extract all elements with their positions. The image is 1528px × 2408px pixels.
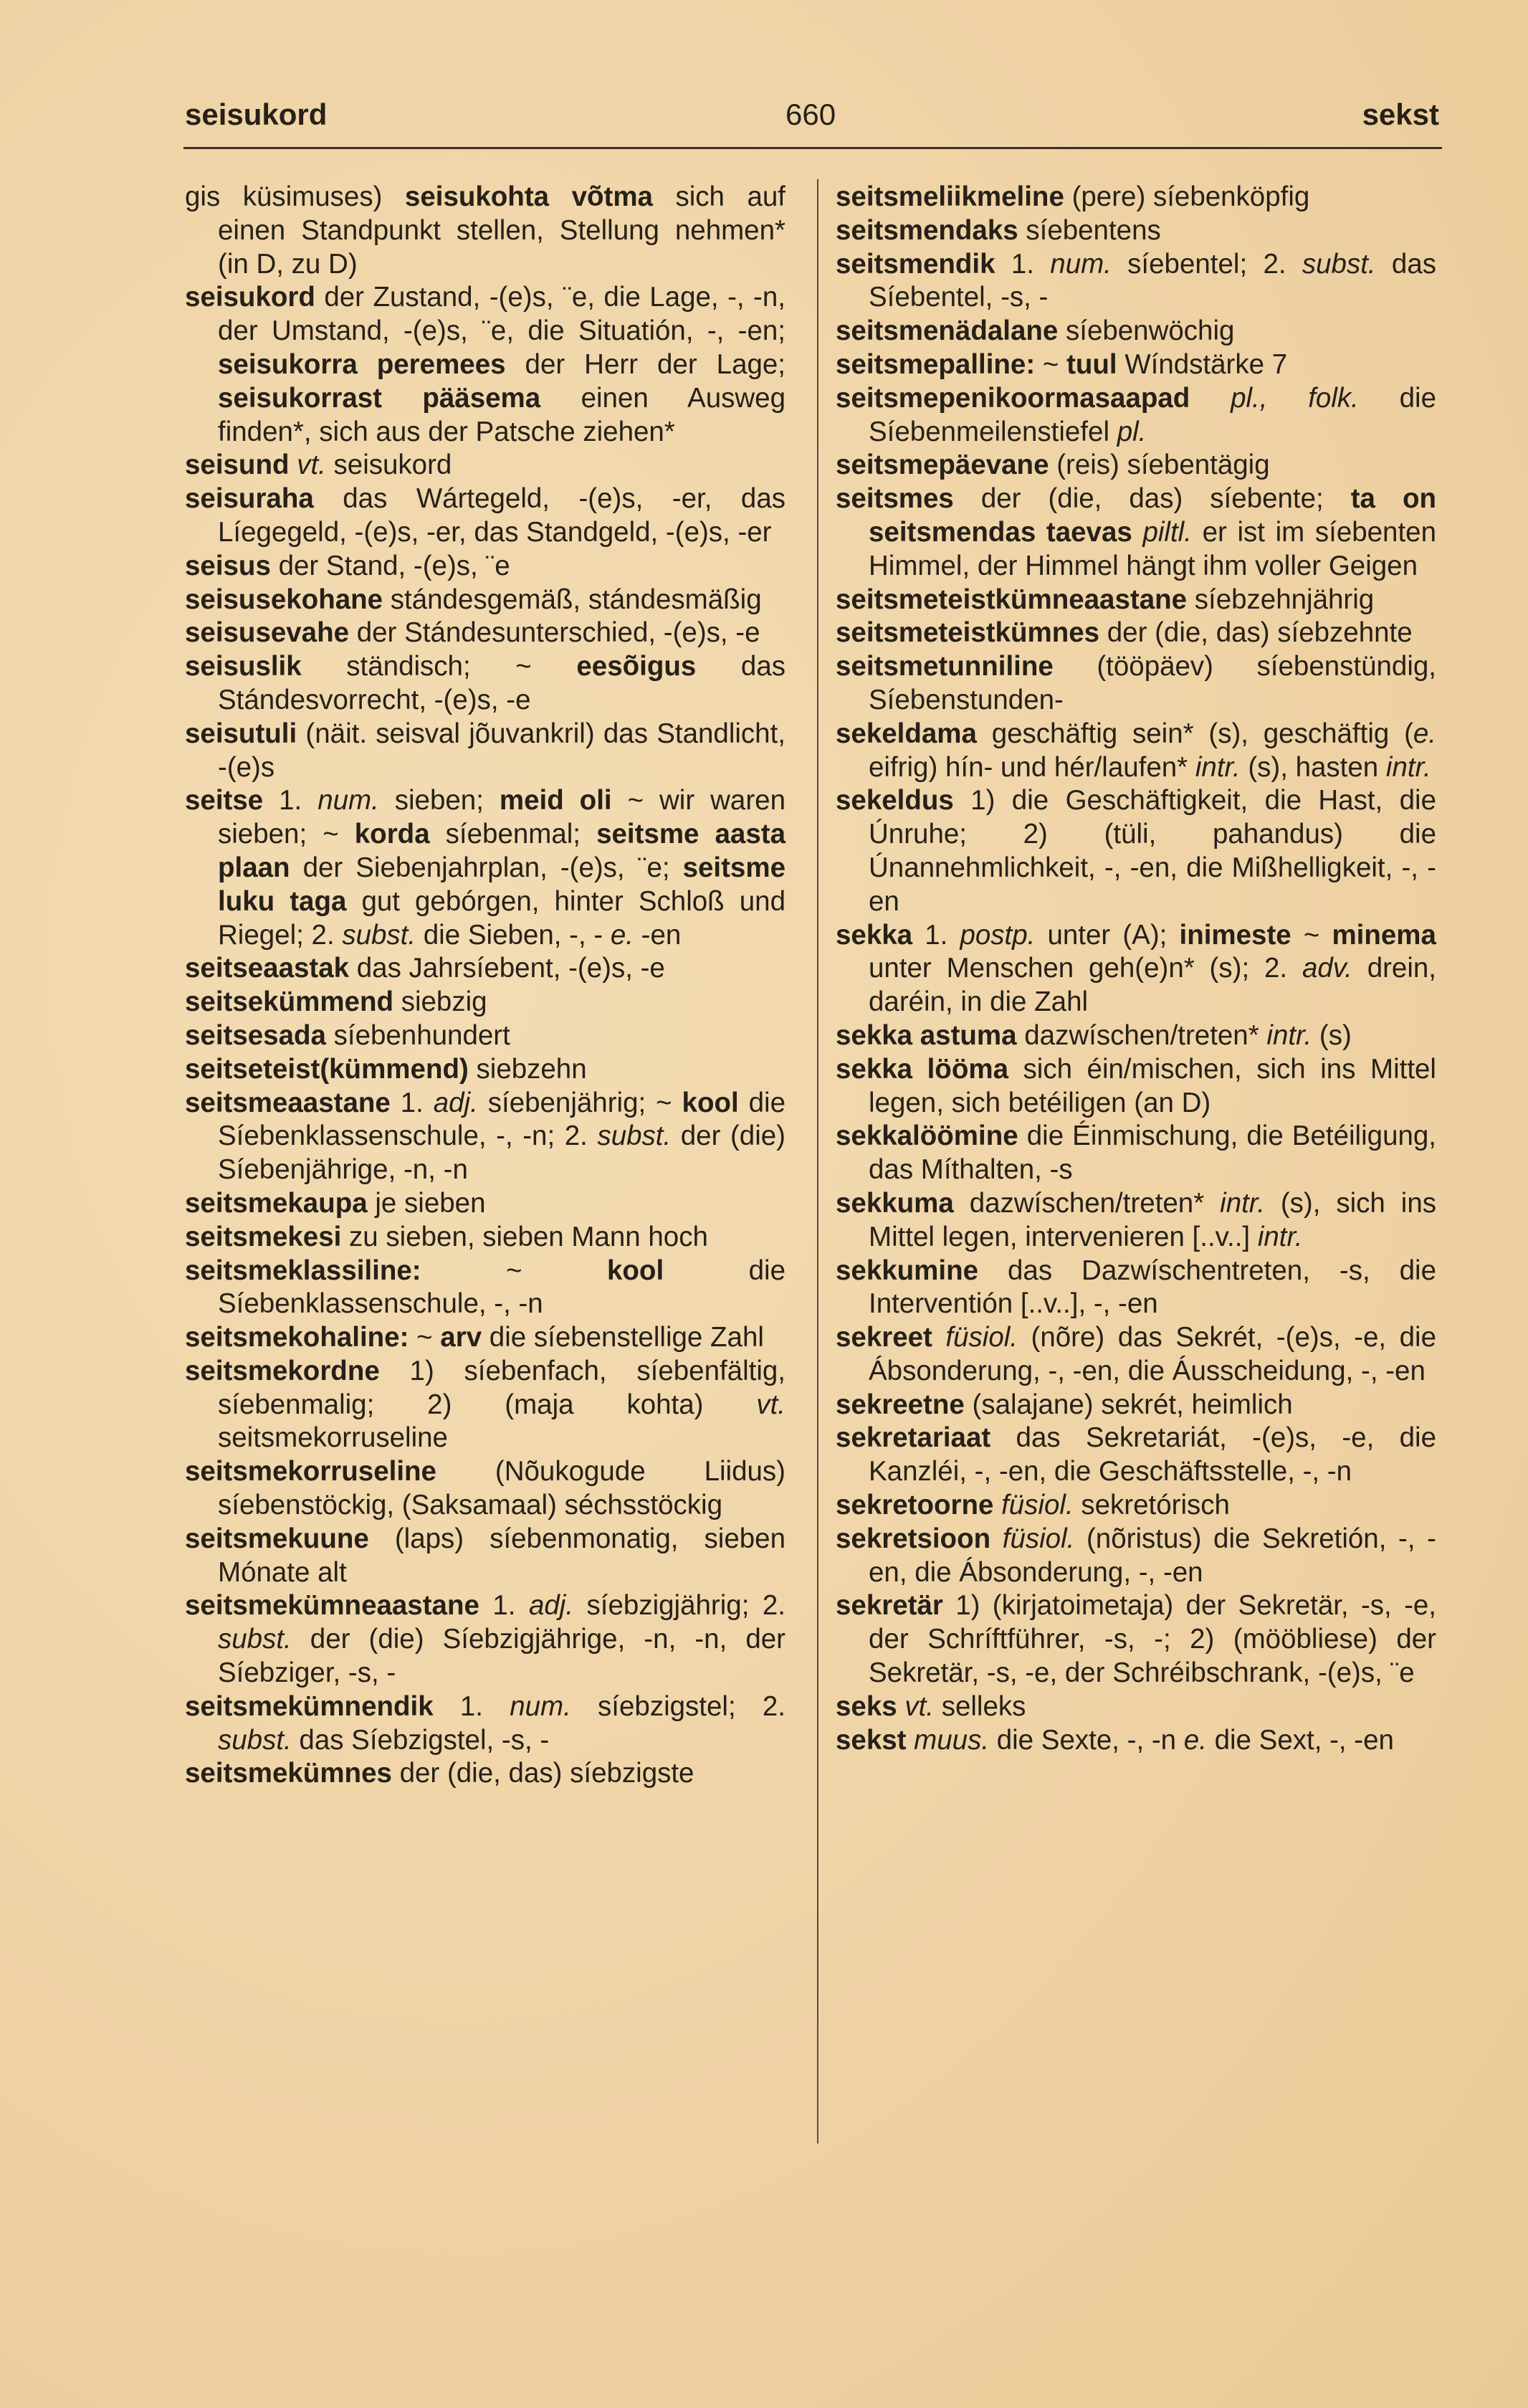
entry-headword: seitsmepenikoormasaapad <box>836 382 1190 414</box>
entry-text: einen Ausweg finden*, sich aus der Patsche ziehen* <box>218 382 786 447</box>
entry-headword: minema <box>1332 919 1436 951</box>
entry-text <box>1132 517 1143 548</box>
entry-text: sieben; <box>378 785 500 817</box>
dictionary-entry <box>836 718 1436 785</box>
entry-text: seisukord <box>325 449 452 481</box>
entry-text: 1) die Geschäftigkeit, die Hast, die Únruhe; 2) (tüli, pahandus) die Únannehmlichkeit, -, -en, die Mißhelligkeit, -, -en <box>869 785 1436 917</box>
entry-headword: seitsmeaastane <box>185 1087 391 1118</box>
entry-text: ~ <box>421 1255 607 1286</box>
entry-label: adv. <box>1302 953 1352 984</box>
entry-text: das Síebentel, -s, - <box>869 248 1436 313</box>
dictionary-entry <box>185 550 786 584</box>
entry-text: das Wártegeld, -(e)s, -er, das Líegegeld, -(e)s, -er, das Standgeld, -(e)s, -er <box>218 483 786 548</box>
entry-label: vt. <box>904 1690 935 1722</box>
dictionary-entry <box>185 718 786 785</box>
dictionary-entry <box>836 1589 1436 1690</box>
entry-headword: seisusekohane <box>185 584 383 615</box>
dictionary-entry <box>185 1087 786 1187</box>
entry-headword: eesõigus <box>576 651 697 682</box>
entry-label: pl., folk. <box>1231 382 1359 414</box>
entry-text: siebzig <box>393 986 487 1018</box>
entry-text: (näit. seisval jõuvankril) das Standlicht, -(e)s <box>218 718 786 783</box>
entry-label: num. <box>510 1690 571 1722</box>
entry-text: sekretórisch <box>1073 1490 1230 1521</box>
entry-headword: kool <box>682 1087 739 1118</box>
entry-headword: sekreet <box>836 1322 932 1353</box>
entry-headword: seisus <box>185 550 271 581</box>
entry-label: subst. <box>597 1120 672 1152</box>
dictionary-entry <box>185 584 786 617</box>
entry-text: die Sexte, -, -n <box>989 1724 1184 1756</box>
entry-headword: seisukorra peremees <box>218 348 506 380</box>
entry-text: sich éin/mischen, sich ins Mittel legen, sich betéiligen (an D) <box>869 1053 1436 1118</box>
entry-text: die Sext, -, -en <box>1206 1724 1394 1756</box>
entry-text: síebzigjährig; 2. <box>573 1590 786 1622</box>
dictionary-entry <box>836 248 1436 315</box>
entry-headword: sekretariaat <box>836 1422 991 1454</box>
entry-headword: sekkalöömine <box>836 1120 1018 1152</box>
entry-text: sich auf einen Standpunkt stellen, Stellung nehmen* (in D, zu D) <box>218 181 786 280</box>
header-rule <box>183 147 1442 149</box>
entry-text: (s) <box>1312 1019 1352 1051</box>
entry-headword: sekretoorne <box>836 1490 994 1521</box>
dictionary-entry <box>836 382 1436 449</box>
dictionary-entry <box>185 1321 786 1355</box>
dictionary-entry <box>836 348 1436 382</box>
entry-headword: seitsmekümnes <box>185 1758 392 1789</box>
entry-text: das Sekretariát, -(e)s, -e, die Kanzléi, -, -en, die Geschäftsstelle, -, -n <box>869 1422 1436 1488</box>
dictionary-entry <box>836 1489 1436 1523</box>
entry-label: intr. <box>1257 1221 1303 1252</box>
dictionary-entry <box>836 784 1436 918</box>
entry-text: der Zustand, -(e)s, ¨e, die Lage, -, -n, der Umstand, -(e)s, ¨e, die Situatión, -, -en; <box>218 282 786 347</box>
entry-text: (s), hasten <box>1240 751 1386 783</box>
entry-headword: seitsmekorruseline <box>185 1456 436 1488</box>
entry-text: ~ <box>1035 348 1067 380</box>
entry-text: die Síebenklassenschule, -, -n; 2. <box>218 1087 786 1152</box>
entry-text: der Stándesunterschied, -(e)s, -e <box>349 617 760 649</box>
entry-headword: seitsmendik <box>836 248 995 280</box>
entry-headword: sekka astuma <box>836 1019 1017 1051</box>
entry-text: das Dazwíschentreten, -s, die Interventión [..v..], -, -en <box>869 1255 1436 1320</box>
entry-text: der Stand, -(e)s, ¨e <box>270 550 510 581</box>
entry-label: e. <box>1413 718 1436 749</box>
entry-text: er ist im síebenten Himmel, der Himmel hängt ihm voller Geigen <box>869 516 1436 581</box>
entry-text: der (die, das) síebzehnte <box>1099 617 1413 649</box>
entry-headword: sekkuma <box>836 1187 954 1219</box>
entry-text: 1) síebenfach, síebenfältig, síebenmalig; 2) (maja kohta) <box>218 1355 786 1420</box>
entry-text: (tööpäev) síebenstündig, Síebenstunden- <box>869 651 1436 715</box>
entry-text: síebentel; 2. <box>1111 248 1302 280</box>
entry-label: füsiol. <box>1002 1523 1075 1554</box>
dictionary-entry <box>836 1019 1436 1053</box>
entry-headword: seisukorrast pääsema <box>218 382 541 414</box>
dictionary-entry <box>185 1757 786 1791</box>
dictionary-entry <box>185 281 786 449</box>
entry-headword: inimeste <box>1179 919 1291 951</box>
entry-text: stándesgemäß, stándesmäßig <box>383 584 762 615</box>
entry-headword: seisusevahe <box>185 617 350 649</box>
entry-headword: seitseteist(kümmend) <box>185 1053 469 1085</box>
entry-headword: seitsmekesi <box>185 1221 342 1252</box>
entry-text: selleks <box>934 1690 1026 1722</box>
entry-headword: seitsmepäevane <box>836 449 1049 481</box>
entry-label: intr. <box>1220 1187 1265 1219</box>
entry-text: (nõre) das Sekrét, -(e)s, -e, die Ábsonderung, -, -en, die Áusscheidung, -, -en <box>869 1322 1436 1386</box>
entry-label: subst. <box>342 919 416 951</box>
entry-headword: seitse <box>185 785 264 817</box>
entry-label: num. <box>317 785 379 817</box>
entry-text: 1) (kirjatoimetaja) der Sekretär, -s, -e, der Schríftführer, -s, -; 2) (mööbliese) der Sekretär, -s, -e, der Schréibschrank, -(e)s, ¨e <box>869 1590 1436 1689</box>
entry-headword: seitsmepalline: <box>836 348 1036 380</box>
dictionary-entry <box>185 952 786 986</box>
entry-text: Wíndstärke 7 <box>1117 348 1288 380</box>
dictionary-entry <box>836 482 1436 583</box>
entry-text: 1. <box>433 1690 510 1722</box>
dictionary-entry <box>836 214 1436 248</box>
entry-label: füsiol. <box>1001 1490 1074 1521</box>
entry-text: drein, daréin, in die Zahl <box>869 953 1436 1018</box>
entry-text: síebzehnjährig <box>1187 584 1375 615</box>
entry-text: das Stándesvorrecht, -(e)s, -e <box>218 651 786 715</box>
entry-text: geschäftig sein* (s), geschäftig ( <box>976 718 1413 749</box>
entry-headword: seitsmekohaline: <box>185 1322 409 1353</box>
dictionary-entry <box>185 784 786 952</box>
entry-headword: sekeldama <box>836 718 977 749</box>
column-divider <box>817 179 818 2143</box>
dictionary-entry <box>185 181 786 281</box>
dictionary-entry <box>185 1255 786 1322</box>
entry-text: síebentens <box>1018 214 1161 246</box>
entry-label: füsiol. <box>945 1322 1018 1353</box>
entry-text: dazwíschen/treten* <box>1016 1019 1267 1051</box>
entry-text <box>993 1490 1001 1521</box>
left-running-headword: seisukord <box>185 97 328 131</box>
entry-label: vt. <box>297 449 326 481</box>
entry-label: intr. <box>1266 1019 1312 1051</box>
entry-label: e. <box>610 919 634 951</box>
entry-text: 1. <box>995 248 1051 280</box>
entry-text: je sieben <box>367 1187 486 1219</box>
dictionary-entry <box>185 1589 786 1690</box>
entry-headword: meid oli <box>499 785 612 817</box>
entry-text: zu sieben, sieben Mann hoch <box>341 1221 708 1252</box>
entry-text: der (die, das) síebzigste <box>391 1758 694 1789</box>
dictionary-entry <box>836 1389 1436 1422</box>
left-column <box>185 181 786 1791</box>
entry-text: síebenmal; <box>429 819 597 850</box>
dictionary-entry <box>836 584 1436 617</box>
entry-text: der Siebenjahrplan, -(e)s, ¨e; <box>290 852 683 883</box>
entry-headword: seitsesada <box>185 1019 326 1051</box>
entry-label: e. <box>1183 1724 1207 1756</box>
dictionary-entry <box>836 1053 1436 1120</box>
entry-headword: seitsme aasta plaan <box>218 819 786 883</box>
entry-text: (pere) síebenköpfig <box>1064 181 1310 212</box>
entry-headword: seitsekümmend <box>185 986 394 1018</box>
entry-text: der Herr der Lage; <box>505 348 786 380</box>
entry-text: gis küsimuses) <box>185 181 405 212</box>
entry-text: -en <box>633 919 682 951</box>
entry-text: der (die, das) síebente; <box>953 483 1351 515</box>
entry-text: die Síebenklassenschule, -, -n <box>218 1255 786 1320</box>
entry-text: eifrig) hín- und hér/laufen* <box>869 751 1195 783</box>
entry-text <box>289 449 297 480</box>
dictionary-entry <box>836 650 1436 718</box>
dictionary-entry <box>836 1120 1436 1187</box>
entry-headword: seisuslik <box>185 651 302 682</box>
entry-label: num. <box>1050 248 1112 280</box>
entry-label: subst. <box>1302 248 1376 280</box>
entry-headword: seitsmes <box>836 483 954 515</box>
entry-headword: seks <box>836 1690 897 1722</box>
entry-label: intr. <box>1195 751 1241 783</box>
entry-headword: ta on seitsmendas taevas <box>869 483 1436 548</box>
dictionary-entry <box>185 1355 786 1455</box>
entry-headword: seitsmekordne <box>185 1355 380 1386</box>
dictionary-entry <box>185 650 786 718</box>
entry-text: die Sieben, -, - <box>416 919 611 951</box>
dictionary-entry <box>185 1523 786 1590</box>
entry-headword: arv <box>440 1322 482 1353</box>
dictionary-entry <box>185 1690 786 1758</box>
entry-text: 1. <box>912 919 960 951</box>
entry-headword: seitseaastak <box>185 953 350 984</box>
entry-label: postp. <box>960 919 1036 951</box>
entry-text: 1. <box>479 1590 529 1622</box>
entry-text: unter (A); <box>1035 919 1180 951</box>
dictionary-entry <box>836 1422 1436 1489</box>
entry-text: (reis) síebentägig <box>1049 449 1270 481</box>
entry-headword: sekst <box>836 1724 907 1756</box>
entry-label: subst. <box>218 1724 292 1756</box>
entry-headword: sekka lööma <box>836 1053 1008 1085</box>
entry-label: adj. <box>433 1087 478 1118</box>
entry-text <box>990 1523 1003 1554</box>
entry-text <box>897 1691 905 1722</box>
page-header <box>185 97 1439 143</box>
entry-text: (s), sich ins Mittel legen, intervenieren [..v..] <box>869 1187 1436 1252</box>
dictionary-entry <box>836 919 1436 1019</box>
entry-headword: seisukord <box>185 282 315 313</box>
entry-text: ~ wir waren sieben; ~ <box>218 785 786 850</box>
entry-text: dazwíschen/treten* <box>953 1187 1221 1219</box>
entry-text: ständisch; ~ <box>301 651 577 682</box>
dictionary-entry <box>836 1187 1436 1255</box>
entry-text: síebzigstel; 2. <box>570 1690 786 1722</box>
entry-text: der (die) Síebenjährige, -n, -n <box>218 1120 786 1186</box>
entry-headword: sekeldus <box>836 785 954 817</box>
entry-headword: seitsmeteistkümnes <box>836 617 1100 649</box>
dictionary-entry <box>185 986 786 1019</box>
entry-text: síebenjährig; ~ <box>477 1087 682 1118</box>
entry-text: gut gebórgen, hinter Schloß und Riegel; 2. <box>218 885 786 951</box>
entry-headword: seisutuli <box>185 718 297 749</box>
dictionary-entry <box>836 181 1436 214</box>
dictionary-entry <box>836 1724 1436 1758</box>
dictionary-entry <box>836 1690 1436 1724</box>
entry-text: die Éinmischung, die Betéiligung, das Míthalten, -s <box>869 1120 1436 1186</box>
dictionary-entry <box>185 1019 786 1053</box>
right-column <box>836 181 1436 1757</box>
dictionary-entry <box>836 1255 1436 1322</box>
entry-headword: seitsmekaupa <box>185 1187 368 1219</box>
entry-headword: kool <box>607 1255 664 1286</box>
dictionary-entry <box>185 1187 786 1221</box>
entry-label: vt. <box>756 1389 786 1420</box>
entry-headword: sekreetne <box>836 1389 965 1420</box>
entry-text: das Jahrsíebent, -(e)s, -e <box>349 953 665 984</box>
entry-headword: seitsmenädalane <box>836 315 1059 347</box>
dictionary-entry <box>836 315 1436 348</box>
entry-headword: seitsmeteistkümneaastane <box>836 584 1188 615</box>
right-running-headword: sekst <box>1362 97 1439 131</box>
entry-text: (salajane) sekrét, heimlich <box>964 1389 1293 1420</box>
entry-label: subst. <box>218 1624 292 1655</box>
entry-text: ~ <box>409 1322 441 1353</box>
entry-text: das Síebzigstel, -s, - <box>291 1724 550 1756</box>
entry-label: intr. <box>1385 751 1431 783</box>
entry-headword: sekkumine <box>836 1255 979 1286</box>
entry-text: seitsmekorruseline <box>218 1422 448 1454</box>
entry-headword: seitsmendaks <box>836 214 1018 246</box>
dictionary-entry <box>185 482 786 550</box>
entry-headword: seitsmekümnendik <box>185 1690 434 1722</box>
entry-headword: seitsmeklassiline: <box>185 1255 421 1286</box>
entry-label: piltl. <box>1142 516 1192 548</box>
dictionary-entry <box>185 1053 786 1087</box>
dictionary-entry <box>836 1321 1436 1389</box>
dictionary-entry <box>185 1221 786 1255</box>
entry-text: siebzehn <box>468 1053 587 1085</box>
entry-text: (nõristus) die Sekretión, -, -en, die Ábsonderung, -, -en <box>869 1523 1436 1588</box>
entry-text <box>906 1725 914 1756</box>
entry-text <box>1190 383 1231 414</box>
dictionary-entry <box>185 449 786 482</box>
entry-label: adj. <box>528 1590 574 1622</box>
entry-headword: seitsmetunniline <box>836 651 1054 682</box>
entry-text: die síebenstellige Zahl <box>482 1322 764 1353</box>
entry-headword: sekka <box>836 919 913 951</box>
entry-text: síebenhundert <box>325 1019 510 1051</box>
entry-text: (laps) síebenmonatig, sieben Mónate alt <box>218 1523 786 1588</box>
entry-label: muus. <box>914 1724 990 1756</box>
dictionary-entry <box>836 449 1436 482</box>
entry-headword: seitsmeliikmeline <box>836 181 1064 212</box>
entry-text: die Síebenmeilenstiefel <box>869 382 1436 447</box>
entry-headword: seitsmekümneaastane <box>185 1590 479 1622</box>
entry-headword: korda <box>354 819 430 850</box>
entry-headword: seitsme luku taga <box>218 852 786 917</box>
dictionary-entry <box>836 1523 1436 1590</box>
entry-text: ~ <box>1291 919 1332 951</box>
entry-label: pl. <box>1117 416 1147 447</box>
dictionary-entry <box>185 617 786 650</box>
entry-text: 1. <box>390 1087 434 1118</box>
entry-headword: sekretär <box>836 1590 943 1622</box>
entry-headword: seisukohta võtma <box>404 181 653 212</box>
entry-text: 1. <box>263 785 318 817</box>
entry-headword: sekretsioon <box>836 1523 991 1554</box>
entry-text: unter Menschen geh(e)n* (s); 2. <box>869 953 1302 984</box>
entry-text: der (die) Síebzigjährige, -n, -n, der Síebziger, -s, - <box>218 1624 786 1689</box>
entry-text: (Nõukogude Liidus) síebenstöckig, (Saksamaal) séchsstöckig <box>218 1456 786 1521</box>
entry-headword: seisuraha <box>185 483 314 515</box>
entry-headword: seisund <box>185 449 290 481</box>
entry-headword: tuul <box>1066 348 1117 380</box>
entry-text <box>932 1322 946 1353</box>
dictionary-entry <box>836 617 1436 650</box>
entry-text: síebenwöchig <box>1058 315 1235 347</box>
page-number: 660 <box>786 97 836 131</box>
entry-headword: seitsmekuune <box>185 1523 369 1554</box>
dictionary-entry <box>185 1455 786 1523</box>
